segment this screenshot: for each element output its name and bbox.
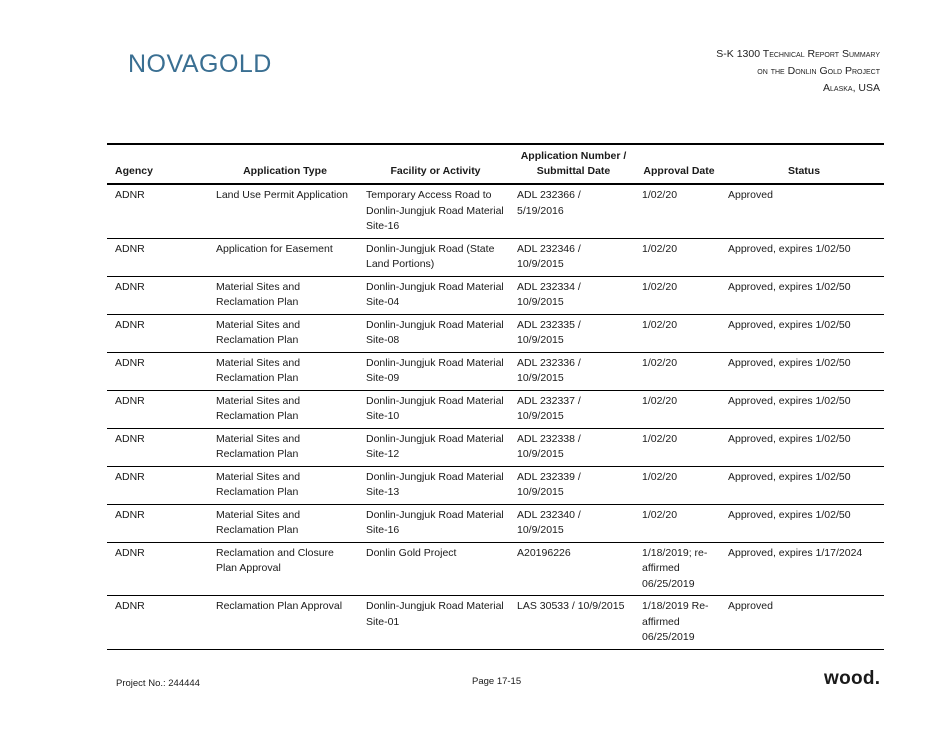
agency-cell: ADNR <box>115 280 145 293</box>
agency-cell: ADNR <box>115 189 145 201</box>
approval-date-cell: 1/18/2019; re-affirmed 06/25/2019 <box>642 546 708 590</box>
report-title-line-1: S-K 1300 Technical Report Summary <box>716 48 880 60</box>
table-row <box>107 238 884 276</box>
agency-cell: ADNR <box>115 356 145 369</box>
application-number-cell: A20196226 <box>517 546 571 559</box>
table-row <box>107 542 884 596</box>
application-number-cell: ADL 232339 / 10/9/2015 <box>517 470 581 498</box>
table-row <box>107 276 884 314</box>
report-title-block <box>716 46 880 97</box>
application-type-cell: Application for Easement <box>216 242 333 255</box>
column-header-application-number: Application Number / Submittal Date <box>520 150 627 177</box>
facility-cell: Donlin-Jungjuk Road Material Site-09 <box>366 356 504 384</box>
table-header-row <box>107 144 884 184</box>
table-row <box>107 504 884 542</box>
approval-date-cell: 1/02/20 <box>642 242 678 255</box>
table-row <box>107 352 884 390</box>
project-number: Project No.: 244444 <box>116 678 200 689</box>
status-cell: Approved, expires 1/02/50 <box>728 470 851 483</box>
application-number-cell: ADL 232346 / 10/9/2015 <box>517 242 581 270</box>
status-cell: Approved, expires 1/17/2024 <box>728 546 863 559</box>
application-type-cell: Material Sites and Reclamation Plan <box>216 318 301 346</box>
agency-cell: ADNR <box>115 546 145 559</box>
agency-cell: ADNR <box>115 242 145 255</box>
agency-cell: ADNR <box>115 600 145 612</box>
approval-date-cell: 1/02/20 <box>642 508 678 521</box>
application-number-cell: ADL 232338 / 10/9/2015 <box>517 432 581 460</box>
application-number-cell: ADL 232335 / 10/9/2015 <box>517 318 581 346</box>
facility-cell: Donlin-Jungjuk Road Material Site-01 <box>366 600 504 628</box>
facility-cell: Donlin-Jungjuk Road Material Site-12 <box>366 432 504 460</box>
status-cell: Approved <box>728 189 773 201</box>
agency-cell: ADNR <box>115 394 145 407</box>
status-cell: Approved, expires 1/02/50 <box>728 356 851 369</box>
application-type-cell: Reclamation Plan Approval <box>216 600 343 612</box>
application-type-cell: Land Use Permit Application <box>216 189 348 201</box>
table-row <box>107 428 884 466</box>
application-type-cell: Material Sites and Reclamation Plan <box>216 280 301 308</box>
approval-date-cell: 1/02/20 <box>642 432 678 445</box>
facility-cell: Donlin-Jungjuk Road Material Site-10 <box>366 394 504 422</box>
agency-cell: ADNR <box>115 508 145 521</box>
application-type-cell: Material Sites and Reclamation Plan <box>216 508 301 536</box>
status-cell: Approved, expires 1/02/50 <box>728 318 851 331</box>
approval-date-cell: 1/18/2019 Re-affirmed 06/25/2019 <box>642 600 709 643</box>
application-number-cell: ADL 232336 / 10/9/2015 <box>517 356 581 384</box>
wood-logo: wood. <box>824 668 881 689</box>
table-row <box>107 596 884 650</box>
status-cell: Approved, expires 1/02/50 <box>728 432 851 445</box>
approval-date-cell: 1/02/20 <box>642 280 678 293</box>
page-number: Page 17-15 <box>472 676 522 687</box>
application-number-cell: ADL 232366 / 5/19/2016 <box>517 189 581 217</box>
novagold-logo: NOVAGOLD <box>128 50 272 78</box>
application-type-cell: Reclamation and Closure Plan Approval <box>216 546 334 574</box>
column-header-application-type: Application Type <box>243 165 327 177</box>
report-title-line-3: Alaska, USA <box>823 82 880 94</box>
application-number-cell: ADL 232340 / 10/9/2015 <box>517 508 581 536</box>
column-header-facility: Facility or Activity <box>390 165 481 177</box>
table-row <box>107 390 884 428</box>
agency-cell: ADNR <box>115 432 145 445</box>
column-header-approval-date: Approval Date <box>643 165 715 177</box>
column-header-agency: Agency <box>115 165 153 177</box>
permits-table <box>107 143 884 650</box>
application-type-cell: Material Sites and Reclamation Plan <box>216 394 301 422</box>
status-cell: Approved, expires 1/02/50 <box>728 280 851 293</box>
table-row <box>107 466 884 504</box>
approval-date-cell: 1/02/20 <box>642 189 678 201</box>
status-cell: Approved, expires 1/02/50 <box>728 242 851 255</box>
status-cell: Approved, expires 1/02/50 <box>728 394 851 407</box>
application-number-cell: ADL 232337 / 10/9/2015 <box>517 394 581 422</box>
facility-cell: Donlin-Jungjuk Road Material Site-13 <box>366 470 504 498</box>
facility-cell: Donlin-Jungjuk Road Material Site-08 <box>366 318 504 346</box>
application-number-cell: LAS 30533 / 10/9/2015 <box>517 600 625 612</box>
column-header-status: Status <box>787 165 821 177</box>
agency-cell: ADNR <box>115 318 145 331</box>
approval-date-cell: 1/02/20 <box>642 394 678 407</box>
table-row <box>107 184 884 238</box>
application-type-cell: Material Sites and Reclamation Plan <box>216 356 301 384</box>
application-type-cell: Material Sites and Reclamation Plan <box>216 432 301 460</box>
facility-cell: Donlin-Jungjuk Road Material Site-04 <box>366 280 504 308</box>
table-body <box>107 184 884 649</box>
facility-cell: Donlin Gold Project <box>366 546 457 559</box>
approval-date-cell: 1/02/20 <box>642 356 678 369</box>
facility-cell: Donlin-Jungjuk Road (State Land Portions) <box>366 242 495 270</box>
approval-date-cell: 1/02/20 <box>642 470 678 483</box>
agency-cell: ADNR <box>115 470 145 483</box>
status-cell: Approved <box>728 600 773 612</box>
status-cell: Approved, expires 1/02/50 <box>728 508 851 521</box>
facility-cell: Temporary Access Road to Donlin-Jungjuk Road Material Site-16 <box>366 189 504 232</box>
approval-date-cell: 1/02/20 <box>642 318 678 331</box>
report-title-line-2: on the Donlin Gold Project <box>757 65 880 77</box>
application-type-cell: Material Sites and Reclamation Plan <box>216 470 301 498</box>
table-row <box>107 314 884 352</box>
application-number-cell: ADL 232334 / 10/9/2015 <box>517 280 581 308</box>
facility-cell: Donlin-Jungjuk Road Material Site-16 <box>366 508 504 536</box>
